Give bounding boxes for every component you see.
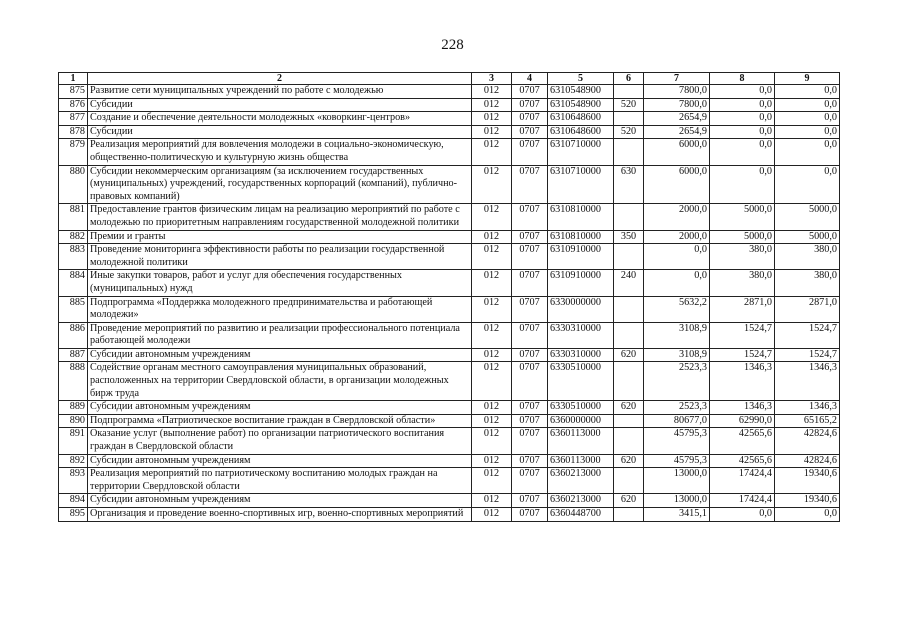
header-cell: 2 [88,73,472,85]
table-row [59,348,840,362]
row-value-col8: 1346,3 [710,362,775,401]
table-row [59,468,840,494]
row-gov-code: 012 [472,98,512,112]
row-value-col8: 5000,0 [710,204,775,230]
row-expense-type [614,468,644,494]
row-target-code: 6310910000 [548,244,614,270]
row-target-code: 6330510000 [548,362,614,401]
table-row [59,98,840,112]
row-gov-code: 012 [472,508,512,522]
row-gov-code: 012 [472,230,512,244]
row-name: Проведение мероприятий по развитию и реализации профессионального потенциала работающей молодежи [88,322,472,348]
row-section-code: 0707 [512,125,548,139]
row-number: 889 [59,401,88,415]
row-number: 877 [59,112,88,126]
header-cell: 1 [59,73,88,85]
row-section-code: 0707 [512,401,548,415]
row-value-col8: 0,0 [710,98,775,112]
row-expense-type: 520 [614,125,644,139]
row-number: 886 [59,322,88,348]
row-name: Подпрограмма «Патриотическое воспитание граждан в Свердловской области» [88,414,472,428]
row-target-code: 6310810000 [548,230,614,244]
row-section-code: 0707 [512,414,548,428]
row-gov-code: 012 [472,139,512,165]
row-section-code: 0707 [512,296,548,322]
row-value-col7: 6000,0 [644,165,710,204]
row-number: 880 [59,165,88,204]
header-cell: 4 [512,73,548,85]
row-value-col7: 3108,9 [644,322,710,348]
table-row [59,230,840,244]
row-gov-code: 012 [472,468,512,494]
row-number: 891 [59,428,88,454]
row-value-col7: 6000,0 [644,139,710,165]
row-name: Реализация мероприятий по патриотическому воспитанию молодых граждан на территории Свердловской области [88,468,472,494]
row-number: 882 [59,230,88,244]
row-value-col8: 2871,0 [710,296,775,322]
table-row [59,454,840,468]
row-gov-code: 012 [472,414,512,428]
row-target-code: 6330510000 [548,401,614,415]
row-value-col7: 80677,0 [644,414,710,428]
row-name: Развитие сети муниципальных учреждений по работе с молодежью [88,85,472,99]
row-value-col9: 65165,2 [775,414,840,428]
row-expense-type: 620 [614,401,644,415]
table-row [59,362,840,401]
row-target-code: 6310810000 [548,204,614,230]
row-expense-type: 630 [614,165,644,204]
table-row [59,125,840,139]
row-value-col9: 42824,6 [775,428,840,454]
row-section-code: 0707 [512,322,548,348]
row-section-code: 0707 [512,468,548,494]
row-value-col9: 42824,6 [775,454,840,468]
header-cell: 3 [472,73,512,85]
row-expense-type [614,139,644,165]
row-value-col8: 0,0 [710,139,775,165]
row-value-col7: 45795,3 [644,428,710,454]
row-number: 890 [59,414,88,428]
row-value-col8: 380,0 [710,270,775,296]
row-target-code: 6330310000 [548,348,614,362]
row-section-code: 0707 [512,85,548,99]
row-name: Премии и гранты [88,230,472,244]
row-expense-type [614,414,644,428]
row-gov-code: 012 [472,454,512,468]
row-gov-code: 012 [472,494,512,508]
row-section-code: 0707 [512,348,548,362]
row-value-col9: 5000,0 [775,204,840,230]
table-row [59,401,840,415]
row-gov-code: 012 [472,165,512,204]
row-value-col8: 0,0 [710,112,775,126]
row-name: Создание и обеспечение деятельности молодежных «коворкинг-центров» [88,112,472,126]
row-section-code: 0707 [512,454,548,468]
row-value-col9: 1346,3 [775,401,840,415]
row-value-col9: 5000,0 [775,230,840,244]
table-row [59,139,840,165]
table-row [59,494,840,508]
row-target-code: 6360213000 [548,468,614,494]
row-name: Содействие органам местного самоуправления муниципальных образований, расположенных на территории Свердловской области, в организации молодежных бирж труда [88,362,472,401]
table-row [59,204,840,230]
table-row [59,244,840,270]
page-number: 228 [441,37,464,53]
row-name: Оказание услуг (выполнение работ) по организации патриотического воспитания граждан в Свердловской области [88,428,472,454]
row-number: 883 [59,244,88,270]
row-section-code: 0707 [512,270,548,296]
row-number: 881 [59,204,88,230]
row-target-code: 6310648600 [548,125,614,139]
row-value-col8: 17424,4 [710,468,775,494]
table-row [59,428,840,454]
row-section-code: 0707 [512,165,548,204]
row-value-col7: 2000,0 [644,204,710,230]
row-name: Субсидии некоммерческим организациям (за исключением государственных (муниципальных) учреждений, государственных корпораций (компаний), публично-правовых компаний) [88,165,472,204]
row-name: Субсидии [88,98,472,112]
row-section-code: 0707 [512,244,548,270]
row-expense-type [614,296,644,322]
row-number: 895 [59,508,88,522]
row-expense-type: 620 [614,454,644,468]
row-value-col9: 0,0 [775,125,840,139]
row-value-col7: 3108,9 [644,348,710,362]
row-gov-code: 012 [472,125,512,139]
row-section-code: 0707 [512,494,548,508]
row-gov-code: 012 [472,362,512,401]
row-number: 887 [59,348,88,362]
row-value-col7: 7800,0 [644,85,710,99]
row-value-col8: 1346,3 [710,401,775,415]
row-number: 875 [59,85,88,99]
row-target-code: 6360213000 [548,494,614,508]
table-row [59,508,840,522]
header-cell: 9 [775,73,840,85]
row-value-col9: 380,0 [775,244,840,270]
row-section-code: 0707 [512,112,548,126]
header-cell: 5 [548,73,614,85]
row-value-col8: 0,0 [710,125,775,139]
row-value-col8: 0,0 [710,508,775,522]
row-name: Подпрограмма «Поддержка молодежного предпринимательства и работающей молодежи» [88,296,472,322]
row-value-col8: 17424,4 [710,494,775,508]
row-section-code: 0707 [512,98,548,112]
row-number: 884 [59,270,88,296]
row-value-col9: 2871,0 [775,296,840,322]
table-row [59,296,840,322]
row-gov-code: 012 [472,348,512,362]
row-value-col9: 1524,7 [775,322,840,348]
row-value-col7: 0,0 [644,270,710,296]
table-row [59,85,840,99]
row-value-col7: 2523,3 [644,362,710,401]
row-target-code: 6310548900 [548,98,614,112]
table-row [59,322,840,348]
row-value-col7: 7800,0 [644,98,710,112]
header-cell: 8 [710,73,775,85]
row-name: Субсидии [88,125,472,139]
row-gov-code: 012 [472,244,512,270]
row-gov-code: 012 [472,270,512,296]
row-section-code: 0707 [512,204,548,230]
row-target-code: 6310710000 [548,139,614,165]
row-number: 893 [59,468,88,494]
row-target-code: 6360000000 [548,414,614,428]
row-value-col9: 1524,7 [775,348,840,362]
row-expense-type: 620 [614,348,644,362]
row-name: Субсидии автономным учреждениям [88,401,472,415]
row-section-code: 0707 [512,428,548,454]
table-row [59,165,840,204]
row-expense-type [614,508,644,522]
row-number: 878 [59,125,88,139]
row-target-code: 6310548900 [548,85,614,99]
row-value-col9: 0,0 [775,112,840,126]
row-value-col7: 0,0 [644,244,710,270]
row-value-col8: 0,0 [710,85,775,99]
row-value-col8: 380,0 [710,244,775,270]
row-value-col9: 0,0 [775,85,840,99]
row-name: Субсидии автономным учреждениям [88,494,472,508]
row-value-col8: 42565,6 [710,454,775,468]
row-value-col7: 2654,9 [644,125,710,139]
row-name: Проведение мониторинга эффективности работы по реализации государственной молодежной политики [88,244,472,270]
row-expense-type: 240 [614,270,644,296]
row-expense-type [614,362,644,401]
row-value-col9: 380,0 [775,270,840,296]
budget-table [58,72,840,522]
row-value-col7: 2523,3 [644,401,710,415]
row-target-code: 6310648600 [548,112,614,126]
row-name: Иные закупки товаров, работ и услуг для обеспечения государственных (муниципальных) нужд [88,270,472,296]
row-number: 888 [59,362,88,401]
row-section-code: 0707 [512,508,548,522]
row-target-code: 6330000000 [548,296,614,322]
row-value-col7: 2000,0 [644,230,710,244]
row-value-col7: 13000,0 [644,468,710,494]
row-expense-type [614,428,644,454]
row-expense-type: 620 [614,494,644,508]
row-value-col9: 0,0 [775,508,840,522]
row-gov-code: 012 [472,85,512,99]
row-name: Организация и проведение военно-спортивных игр, военно-спортивных мероприятий [88,508,472,522]
row-section-code: 0707 [512,230,548,244]
row-value-col8: 42565,6 [710,428,775,454]
header-cell: 6 [614,73,644,85]
row-value-col7: 13000,0 [644,494,710,508]
row-section-code: 0707 [512,362,548,401]
row-value-col9: 19340,6 [775,468,840,494]
row-number: 885 [59,296,88,322]
row-target-code: 6310910000 [548,270,614,296]
row-value-col9: 0,0 [775,139,840,165]
row-expense-type [614,204,644,230]
table-row [59,270,840,296]
row-target-code: 6310710000 [548,165,614,204]
row-target-code: 6360113000 [548,428,614,454]
row-value-col9: 0,0 [775,165,840,204]
row-expense-type [614,244,644,270]
row-gov-code: 012 [472,204,512,230]
row-value-col7: 5632,2 [644,296,710,322]
row-name: Субсидии автономным учреждениям [88,454,472,468]
table-row [59,414,840,428]
table-row [59,112,840,126]
row-number: 879 [59,139,88,165]
row-number: 876 [59,98,88,112]
table-header-row [59,73,840,85]
header-cell: 7 [644,73,710,85]
row-expense-type [614,112,644,126]
row-value-col7: 45795,3 [644,454,710,468]
row-gov-code: 012 [472,296,512,322]
row-value-col8: 1524,7 [710,322,775,348]
row-name: Реализация мероприятий для вовлечения молодежи в социально-экономическую, общественно-политическую и культурную жизнь общества [88,139,472,165]
row-value-col9: 1346,3 [775,362,840,401]
row-expense-type [614,322,644,348]
row-target-code: 6330310000 [548,322,614,348]
row-section-code: 0707 [512,139,548,165]
row-value-col7: 3415,1 [644,508,710,522]
row-gov-code: 012 [472,428,512,454]
row-gov-code: 012 [472,401,512,415]
row-expense-type: 520 [614,98,644,112]
row-gov-code: 012 [472,322,512,348]
row-value-col9: 0,0 [775,98,840,112]
row-target-code: 6360448700 [548,508,614,522]
row-value-col9: 19340,6 [775,494,840,508]
row-target-code: 6360113000 [548,454,614,468]
row-value-col8: 5000,0 [710,230,775,244]
row-value-col7: 2654,9 [644,112,710,126]
row-number: 892 [59,454,88,468]
row-number: 894 [59,494,88,508]
row-name: Субсидии автономным учреждениям [88,348,472,362]
row-expense-type [614,85,644,99]
row-gov-code: 012 [472,112,512,126]
row-value-col8: 1524,7 [710,348,775,362]
row-value-col8: 62990,0 [710,414,775,428]
row-expense-type: 350 [614,230,644,244]
row-value-col8: 0,0 [710,165,775,204]
row-name: Предоставление грантов физическим лицам на реализацию мероприятий по работе с молодежью по приоритетным направлениям государственной молодежной политики [88,204,472,230]
